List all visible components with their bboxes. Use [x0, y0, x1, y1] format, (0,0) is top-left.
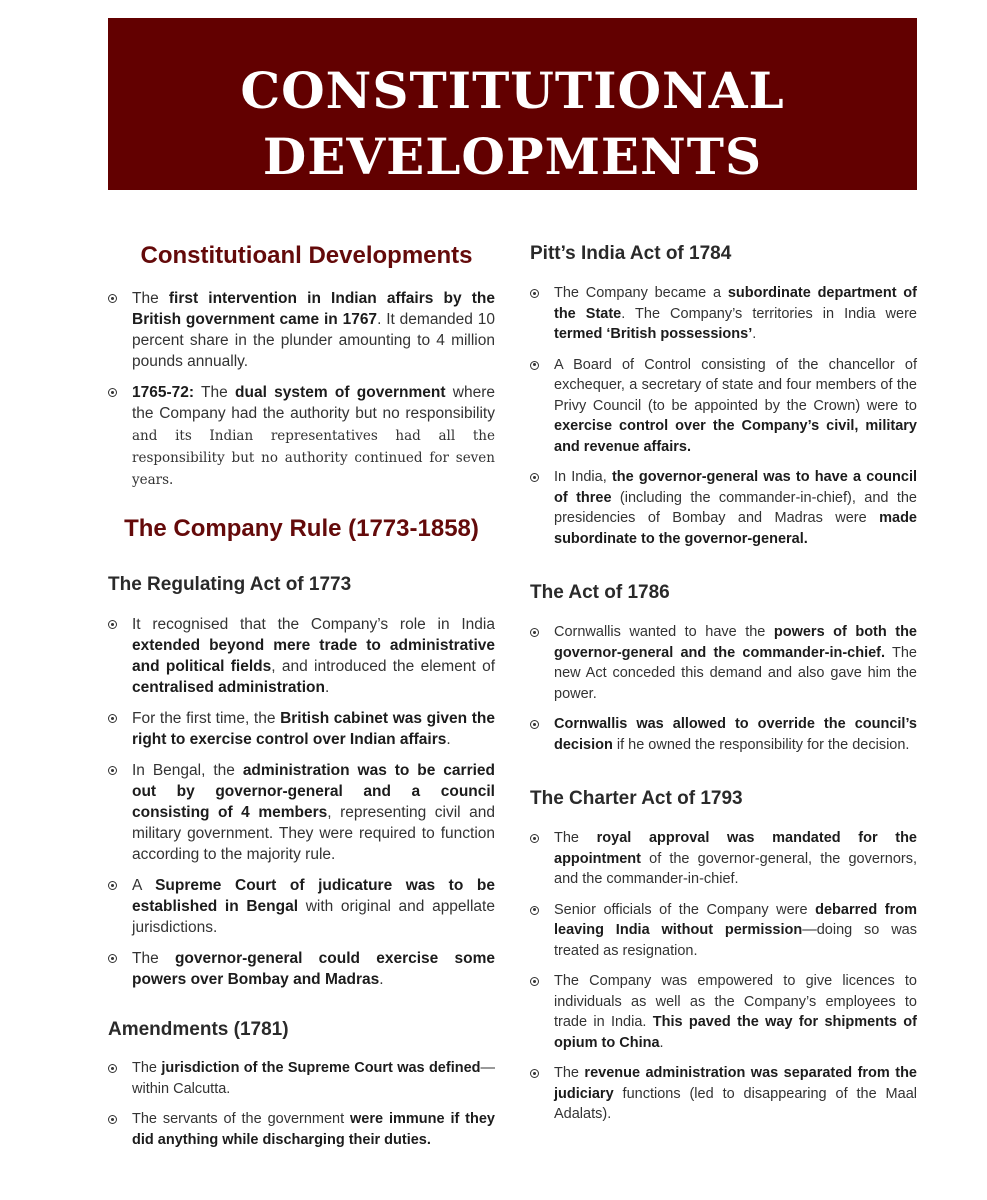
bullet-icon: [530, 628, 539, 637]
bullet-icon: [108, 954, 117, 963]
bullet-icon: [530, 361, 539, 370]
list-item: For the first time, the British cabinet was given the right to exercise control over Indian affairs.: [108, 708, 495, 750]
intro-list: [108, 288, 495, 491]
list-item: The governor-general could exercise some powers over Bombay and Madras.: [108, 948, 495, 990]
right-column: [530, 234, 917, 1125]
list-item: In India, the governor-general was to have a council of three (including the commander-in-chief), and the presidencies of Bombay and Madras were made subordinate to the governor-general.: [530, 467, 917, 549]
bullet-icon: [108, 388, 117, 397]
regulating-act-list: [108, 614, 495, 990]
list-item: In Bengal, the administration was to be carried out by governor-general and a council consisting of 4 members, representing civil and military government. They were required to function according to the majority rule.: [108, 760, 495, 865]
heading-constitutional-developments: Constitutioanl Developments: [140, 242, 473, 269]
list-item: The revenue administration was separated from the judiciary functions (led to disappearing of the Maal Adalats).: [530, 1063, 917, 1125]
heading-act-of-1786: The Act of 1786: [530, 582, 670, 603]
bullet-icon: [108, 1064, 117, 1073]
page-title-line-1: CONSTITUTIONAL: [240, 61, 785, 120]
amendments-list: [108, 1058, 495, 1150]
list-item: Senior officials of the Company were debarred from leaving India without permission—doing so was treated as resignation.: [530, 900, 917, 962]
list-item: A Board of Control consisting of the chancellor of exchequer, a secretary of state and four members of the Privy Council (to be appointed by the Crown) were to exercise control over the Company’s civil, military and revenue affairs.: [530, 355, 917, 458]
list-item: Cornwallis was allowed to override the council’s decision if he owned the responsibility for the decision.: [530, 714, 917, 755]
bullet-icon: [530, 473, 539, 482]
bullet-icon: [108, 620, 117, 629]
heading-pitts-india-act: Pitt’s India Act of 1784: [530, 243, 732, 264]
act-of-1786-list: [530, 622, 917, 755]
list-item: The Company was empowered to give licences to individuals as well as the Company’s employees to trade in India. This paved the way for shipments of opium to China.: [530, 971, 917, 1053]
bullet-icon: [108, 766, 117, 775]
bullet-icon: [530, 977, 539, 986]
bullet-icon: [108, 294, 117, 303]
list-item: The first intervention in Indian affairs by the British government came in 1767. It demanded 10 percent share in the plunder amounting to 4 million pounds annually.: [108, 288, 495, 372]
list-item: The servants of the government were immune if they did anything while discharging their duties.: [108, 1109, 495, 1150]
title-banner: [108, 18, 917, 190]
bullet-icon: [530, 289, 539, 298]
left-column: [108, 234, 495, 1150]
list-item: 1765-72: The dual system of government where the Company had the authority but no responsibility and its Indian representatives had all the responsibility but no authority continued for seven years.: [108, 382, 495, 491]
page-title-line-2: DEVELOPMENTS: [262, 127, 763, 186]
heading-company-rule: The Company Rule (1773-1858): [124, 515, 479, 542]
bullet-icon: [108, 1115, 117, 1124]
bullet-icon: [530, 720, 539, 729]
bullet-icon: [108, 714, 117, 723]
bullet-icon: [530, 1069, 539, 1078]
bullet-icon: [530, 906, 539, 915]
list-item: A Supreme Court of judicature was to be established in Bengal with original and appellate jurisdictions.: [108, 875, 495, 938]
list-item: The jurisdiction of the Supreme Court was defined—within Calcutta.: [108, 1058, 495, 1099]
list-item: The Company became a subordinate department of the State. The Company’s territories in India were termed ‘British possessions’.: [530, 283, 917, 345]
heading-regulating-act: The Regulating Act of 1773: [108, 574, 352, 595]
charter-act-1793-list: [530, 828, 917, 1125]
page-title: [108, 58, 917, 190]
heading-amendments: Amendments (1781): [108, 1019, 289, 1040]
list-item: It recognised that the Company’s role in India extended beyond mere trade to administrative and political fields, and introduced the element of centralised administration.: [108, 614, 495, 698]
bullet-icon: [108, 881, 117, 890]
pitts-india-act-list: [530, 283, 917, 549]
bullet-icon: [530, 834, 539, 843]
list-item: The royal approval was mandated for the appointment of the governor-general, the governors, and the commander-in-chief.: [530, 828, 917, 890]
list-item: Cornwallis wanted to have the powers of both the governor-general and the commander-in-chief. The new Act conceded this demand and also gave him the power.: [530, 622, 917, 704]
heading-charter-act-1793: The Charter Act of 1793: [530, 788, 743, 809]
